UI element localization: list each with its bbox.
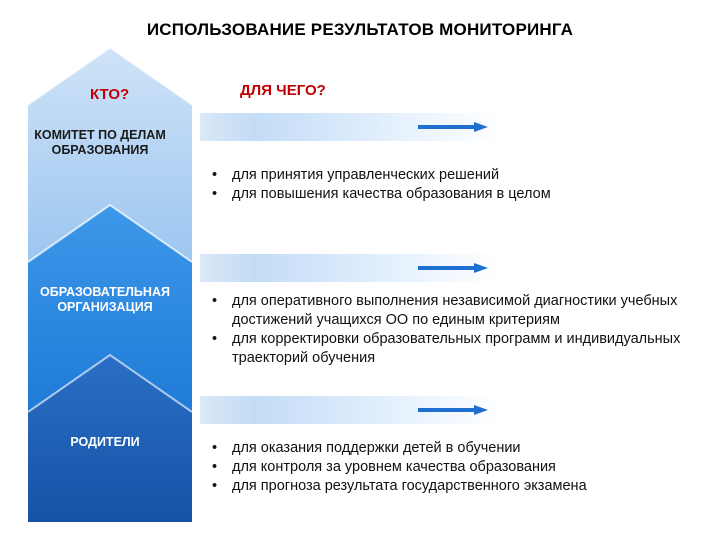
who-school-label: ОБРАЗОВАТЕЛЬНАЯ ОРГАНИЗАЦИЯ (40, 285, 170, 314)
row-band-3 (200, 396, 500, 424)
bullet-list-committee (210, 166, 710, 204)
row-band-1 (200, 113, 500, 141)
list-item: • для прогноза результата государственного экзамена (210, 477, 710, 496)
who-header: КТО? (90, 86, 130, 103)
list-item: • для принятия управленческих решений (210, 166, 710, 185)
list-item: • для повышения качества образования в целом (210, 185, 710, 204)
list-item: • для корректировки образовательных программ и индивидуальных траекторий обучения (210, 330, 710, 368)
list-item: • для контроля за уровнем качества образования (210, 458, 710, 477)
arrow-right-icon (418, 122, 488, 132)
row-band-2 (200, 254, 500, 282)
list-item: • для оперативного выполнения независимой диагностики учебных достижений учащихся ОО по единым критериям (210, 292, 710, 330)
list-item: • для оказания поддержки детей в обучении (210, 439, 710, 458)
arrow-right-icon (418, 263, 488, 273)
arrow-right-icon (418, 405, 488, 415)
page-title: ИСПОЛЬЗОВАНИЕ РЕЗУЛЬТАТОВ МОНИТОРИНГА (146, 20, 574, 39)
why-header: ДЛЯ ЧЕГО? (240, 82, 326, 99)
who-committee-label: КОМИТЕТ ПО ДЕЛАМ ОБРАЗОВАНИЯ (34, 128, 166, 157)
who-parents-label: РОДИТЕЛИ (70, 435, 140, 449)
bullet-list-parents (210, 439, 710, 496)
bullet-list-school (210, 292, 710, 368)
